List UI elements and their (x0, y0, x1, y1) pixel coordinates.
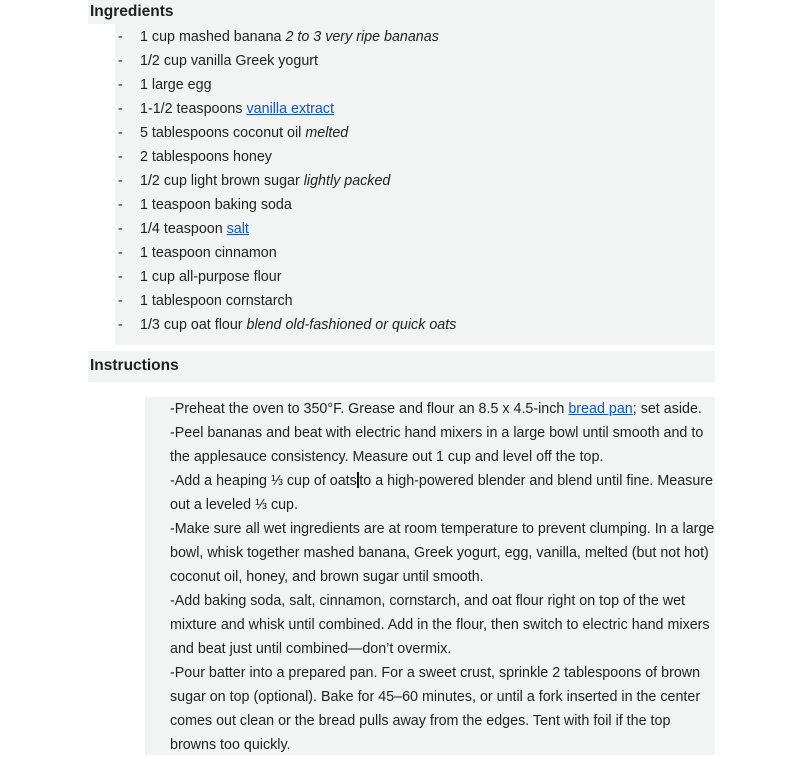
list-bullet: - (118, 221, 123, 237)
instruction-step[interactable] (170, 661, 715, 757)
ingredients-heading: Ingredients (90, 3, 174, 20)
instruction-step[interactable] (170, 589, 715, 661)
list-bullet: - (118, 101, 123, 117)
text-run: 1 large egg (140, 77, 212, 93)
ingredient-item[interactable] (115, 265, 715, 289)
ingredients-list (115, 25, 715, 337)
instructions-section-band (88, 351, 715, 382)
text-run: -Make sure all wet ingredients are at room temperature to prevent clumping. In a large bowl, whisk together mashed banana, Greek yogurt, egg, vanilla, melted (but not hot) coconut oil, honey, and brown sugar until smooth. (170, 521, 715, 585)
text-run: -Pour batter into a prepared pan. For a sweet crust, sprinkle 2 tablespoons of brown sugar on top (optional). Bake for 45–60 minutes, or until a fork inserted in the center comes out clean or the bread pulls away from the edges. Tent with foil if the top browns too quickly. (170, 665, 701, 753)
ingredient-item[interactable] (115, 217, 715, 241)
list-bullet: - (118, 125, 123, 141)
instructions-text-block[interactable] (145, 397, 715, 755)
ingredient-note: melted (305, 125, 349, 141)
text-run: 1 cup all-purpose flour (140, 269, 282, 285)
ingredient-item[interactable] (115, 97, 715, 121)
text-run: -Peel bananas and beat with electric hand mixers in a large bowl until smooth and to the applesauce consistency. Measure out 1 cup and level off the top. (170, 425, 704, 465)
list-bullet: - (118, 77, 123, 93)
ingredient-item[interactable] (115, 49, 715, 73)
ingredient-note: lightly packed (303, 173, 391, 189)
inline-link[interactable]: vanilla extract (246, 101, 334, 117)
text-run: 5 tablespoons coconut oil (140, 125, 306, 141)
text-run: 1/4 teaspoon (140, 221, 227, 237)
list-bullet: - (118, 53, 123, 69)
text-run: 1-1/2 teaspoons (140, 101, 247, 117)
instruction-step[interactable] (170, 517, 715, 589)
list-bullet: - (118, 293, 123, 309)
ingredient-item[interactable] (115, 145, 715, 169)
ingredient-item[interactable] (115, 241, 715, 265)
text-run: 1 tablespoon cornstarch (140, 293, 293, 309)
list-bullet: - (118, 197, 123, 213)
instruction-step[interactable] (170, 421, 715, 469)
ingredient-item[interactable] (115, 169, 715, 193)
text-run: 1/3 cup oat flour (140, 317, 247, 333)
list-bullet: - (118, 245, 123, 261)
text-run: 1 cup mashed banana (140, 29, 286, 45)
ingredients-list-block[interactable] (115, 24, 715, 345)
text-run: -Add a heaping ⅓ cup of oats (170, 473, 357, 489)
list-bullet: - (118, 173, 123, 189)
instruction-step[interactable] (170, 397, 715, 421)
text-run: 1 teaspoon baking soda (140, 197, 292, 213)
list-bullet: - (118, 269, 123, 285)
instruction-step[interactable] (170, 469, 715, 517)
ingredient-item[interactable] (115, 289, 715, 313)
ingredient-item[interactable] (115, 73, 715, 97)
text-run: to a high-powered blender and blend until fine. Measure out a leveled ⅓ cup. (170, 473, 713, 513)
text-run: 2 tablespoons honey (140, 149, 272, 165)
text-run: -Preheat the oven to 350°F. Grease and flour an 8.5 x 4.5-inch (170, 401, 569, 417)
inline-link[interactable]: bread pan (568, 401, 633, 417)
text-run: -Add baking soda, salt, cinnamon, cornstarch, and oat flour right on top of the wet mixture and whisk until combined. Add in the flour, then switch to electric hand mixers and beat just until combined—don’t overmix. (170, 593, 710, 657)
list-bullet: - (118, 317, 123, 333)
inline-link[interactable]: salt (226, 221, 249, 237)
ingredient-note: 2 to 3 very ripe bananas (285, 29, 439, 45)
ingredient-item[interactable] (115, 193, 715, 217)
ingredient-item[interactable] (115, 25, 715, 49)
text-run: 1/2 cup light brown sugar (140, 173, 304, 189)
text-run: 1 teaspoon cinnamon (140, 245, 277, 261)
ingredient-item[interactable] (115, 313, 715, 337)
ingredients-section-band (88, 0, 715, 24)
list-bullet: - (118, 149, 123, 165)
instructions-heading: Instructions (90, 357, 179, 374)
ingredient-note: blend old-fashioned or quick oats (246, 317, 457, 333)
text-run: ; set aside. (632, 401, 702, 417)
list-bullet: - (118, 29, 123, 45)
ingredient-item[interactable] (115, 121, 715, 145)
text-run: 1/2 cup vanilla Greek yogurt (140, 53, 319, 69)
